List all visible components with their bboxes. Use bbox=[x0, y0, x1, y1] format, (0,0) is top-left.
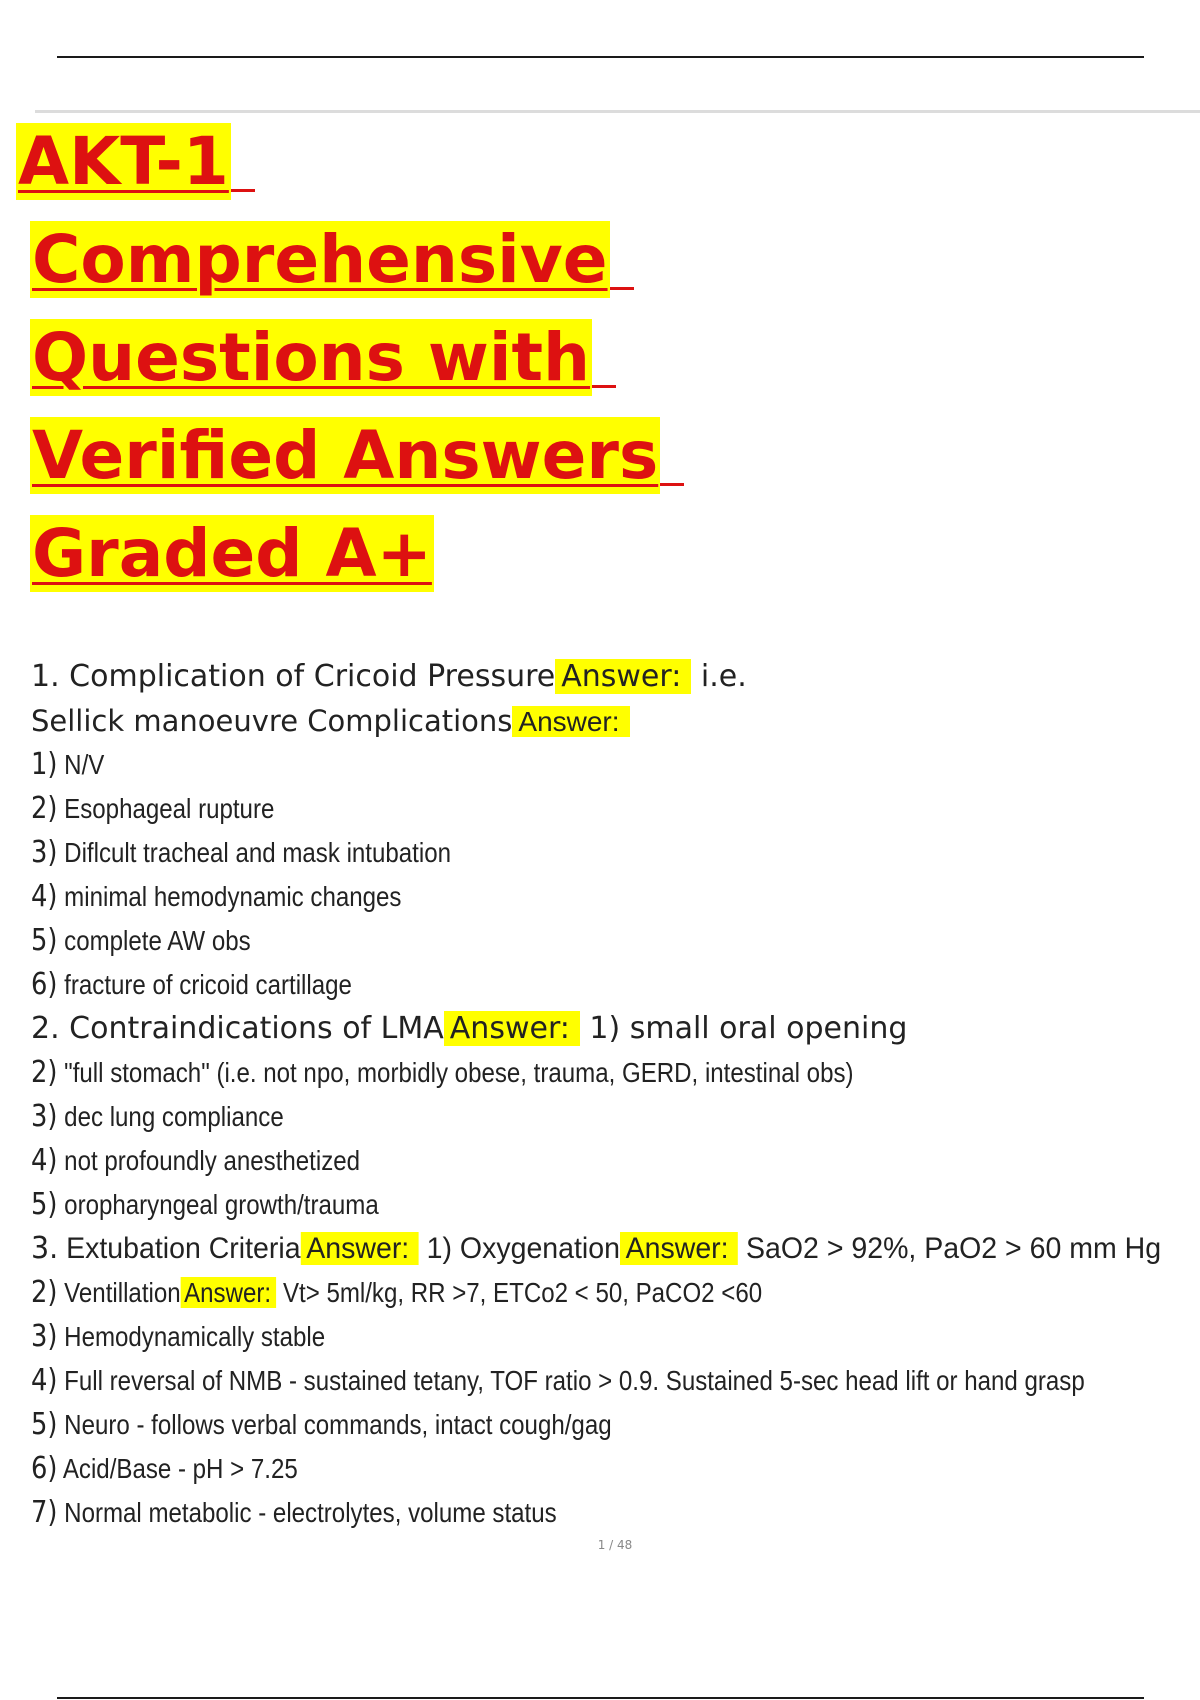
list-item: 2) Esophageal rupture bbox=[31, 791, 275, 826]
question-1-subheading: Sellick manoeuvre Complications Answer: bbox=[31, 699, 1200, 743]
header-rule bbox=[57, 56, 1144, 58]
divider-line bbox=[35, 110, 1200, 113]
list-item: 3) Hemodynamically stable bbox=[31, 1319, 326, 1354]
answer-label: Answer: bbox=[301, 1232, 419, 1265]
list-item: 5) complete AW obs bbox=[31, 923, 251, 958]
list-item: 5) Neuro - follows verbal commands, intact cough/gag bbox=[31, 1407, 612, 1442]
answer-text: 1) Oxygenation bbox=[426, 1232, 620, 1265]
answer-label: Answer: bbox=[512, 706, 629, 737]
title-line-5: Graded A+ bbox=[32, 515, 432, 592]
page-indicator: 1 / 48 bbox=[597, 1538, 633, 1552]
list-item: 4) Full reversal of NMB - sustained tetany, TOF ratio > 0.9. Sustained 5-sec head lift or hand grasp bbox=[31, 1363, 1085, 1398]
answer-label: Answer: bbox=[444, 1011, 580, 1046]
question-text: Extubation Criteria bbox=[66, 1232, 301, 1265]
list-item: 7) Normal metabolic - electrolytes, volume status bbox=[31, 1495, 557, 1530]
list-item: 2) "full stomach" (i.e. not npo, morbidly obese, trauma, GERD, intestinal obs) bbox=[31, 1055, 854, 1090]
list-item: 4) minimal hemodynamic changes bbox=[31, 879, 402, 914]
qa-list bbox=[31, 655, 1200, 1535]
title-line-3: Questions with bbox=[30, 316, 616, 400]
list-item: 6) Acid/Base - pH > 7.25 bbox=[31, 1451, 298, 1486]
question-1: 1. Complication of Cricoid Pressure Answer: i.e. bbox=[31, 659, 747, 694]
list-item: 5) oropharyngeal growth/trauma bbox=[31, 1187, 379, 1222]
answer-text: 1) small oral opening bbox=[589, 1011, 908, 1046]
question-text: Complication of Cricoid Pressure bbox=[69, 659, 556, 694]
list-item: 1) N/V bbox=[31, 747, 105, 782]
answer-label: Answer: bbox=[620, 1232, 738, 1265]
question-2: 2. Contraindications of LMA Answer: 1) small oral opening bbox=[31, 1011, 908, 1046]
title-line-4: Verified Answers bbox=[30, 414, 684, 498]
answer-label: Answer: bbox=[555, 659, 691, 694]
list-item: 3) dec lung compliance bbox=[31, 1099, 284, 1134]
title-line-2: Comprehensive bbox=[30, 218, 634, 302]
list-item: 3) Diflcult tracheal and mask intubation bbox=[31, 835, 452, 870]
list-item: 4) not profoundly anesthetized bbox=[31, 1143, 361, 1178]
question-3: 3. Extubation Criteria Answer: 1) Oxygenation Answer: SaO2 > 92%, PaO2 > 60 mm Hg bbox=[31, 1231, 1162, 1266]
answer-text: SaO2 > 92%, PaO2 > 60 mm Hg bbox=[746, 1232, 1162, 1265]
answer-label: Answer: bbox=[181, 1277, 277, 1308]
question-text: Contraindications of LMA bbox=[69, 1011, 444, 1046]
footer-rule bbox=[57, 1697, 1144, 1699]
title-line-1: AKT-1 bbox=[16, 120, 255, 204]
list-item: 6) fracture of cricoid cartillage bbox=[31, 967, 352, 1002]
list-item: 2) Ventillation Answer: Vt> 5ml/kg, RR >7, ETCo2 < 50, PaCO2 <60 bbox=[31, 1275, 763, 1310]
answer-text: i.e. bbox=[700, 659, 747, 694]
